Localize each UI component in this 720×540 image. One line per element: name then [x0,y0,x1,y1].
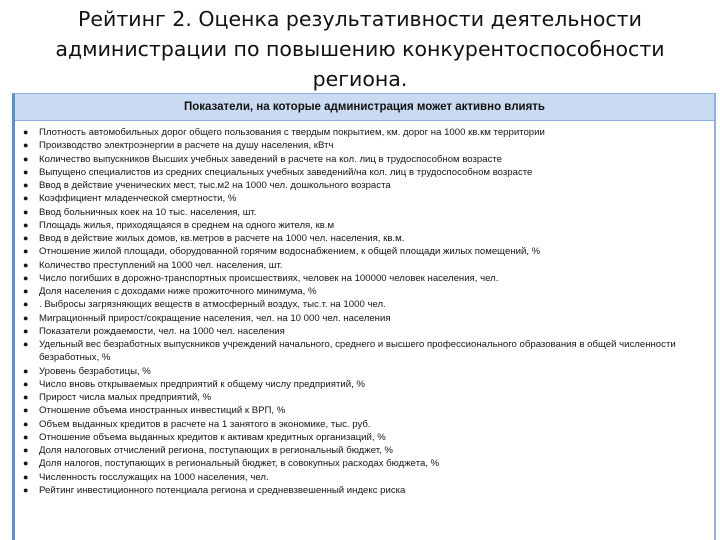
indicator-text: Выпущено специалистов из средних специальных учебных заведений/на кол. лиц в трудоспособном возрасте [39,166,533,178]
indicator-item [21,365,708,378]
indicator-item [21,153,708,166]
indicator-text: . Выбросы загрязняющих веществ в атмосферный воздух, тыс.т. на 1000 чел. [39,299,386,311]
bullet-icon: ● [23,392,29,402]
bullet-icon: ● [23,418,29,429]
bullet-icon: ● [23,153,29,164]
indicator-item [21,338,708,365]
indicators-panel [12,93,716,540]
indicator-item [21,404,708,417]
bullet-icon: ● [23,405,29,416]
slide-title-line-3: региона. [312,67,408,91]
indicator-item [21,484,708,497]
bullet-icon: ● [23,233,29,243]
indicator-text: Площадь жилья, приходящаяся в среднем на одного жителя, кв.м [39,219,335,231]
bullet-icon: ● [23,206,29,217]
bullet-icon: ● [23,458,29,469]
bullet-icon: ● [23,180,29,190]
indicators-list [15,121,714,497]
indicator-item [21,272,708,285]
indicator-text: Уровень безработицы, % [39,365,151,377]
indicator-item [21,219,708,232]
indicator-item [21,298,708,311]
bullet-icon: ● [23,312,29,323]
indicator-item [21,444,708,457]
indicator-text: Число погибших в дорожно-транспортных происшествиях, человек на 100000 человек населения, чел. [39,272,499,284]
bullet-icon: ● [23,445,29,455]
bullet-icon: ● [23,484,29,495]
indicator-item [21,166,708,179]
indicator-text: Численность госслужащих на 1000 населения, чел. [39,471,269,483]
indicator-text: Доля налоговых отчислений региона, поступающих в региональный бюджет, % [39,445,393,456]
indicator-item [21,206,708,219]
indicator-text: Рейтинг инвестиционного потенциала региона и средневзвешенный индекс риска [39,484,406,496]
indicator-text: Отношение жилой площади, оборудованной горячим водоснабжением, к общей площади жилых помещений, % [39,246,541,258]
indicator-text: Прирост числа малых предприятий, % [39,392,212,403]
indicator-text: Миграционный прирост/сокращение населения, чел. на 10 000 чел. населения [39,312,391,324]
bullet-icon: ● [23,286,29,296]
indicator-item [21,245,708,258]
indicator-item [21,378,708,391]
bullet-icon: ● [23,378,29,389]
indicator-item [21,192,708,205]
indicator-item [21,139,708,152]
indicator-text: Количество преступлений на 1000 чел. населения, шт. [39,259,283,271]
indicator-text: Число вновь открываемых предприятий к общему числу предприятий, % [39,378,365,390]
indicator-text: Показатели рождаемости, чел. на 1000 чел. населения [39,325,285,337]
bullet-icon: ● [23,127,29,137]
bullet-icon: ● [23,219,29,230]
bullet-icon: ● [23,299,29,310]
indicator-text: Коэффициент младенческой смертности, % [39,193,237,205]
indicator-item [21,285,708,298]
bullet-icon: ● [23,193,29,204]
indicators-panel-header: Показатели, на которые администрация может активно влиять [15,94,714,121]
bullet-icon: ● [23,166,29,177]
indicator-item [21,259,708,272]
bullet-icon: ● [23,325,29,336]
bullet-icon: ● [23,272,29,283]
indicator-item [21,179,708,192]
bullet-icon: ● [23,140,29,151]
slide-title [0,4,720,94]
indicator-text: Ввод больничных коек на 10 тыс. населения, шт. [39,206,257,218]
slide-title-line-2: администрации по повышению конкурентоспособности [55,37,665,61]
indicator-item [21,457,708,470]
bullet-icon: ● [23,339,29,349]
bullet-icon: ● [23,471,29,482]
indicator-item [21,232,708,245]
indicator-text: Количество выпускников Высших учебных заведений в расчете на кол. лиц в трудоспособном возрасте [39,153,503,165]
bullet-icon: ● [23,246,29,257]
bullet-icon: ● [23,365,29,376]
indicator-text: Доля населения с доходами ниже прожиточного минимума, % [39,286,317,297]
indicator-item [21,418,708,431]
indicator-text: Отношение объема выданных кредитов к активам кредитных организаций, % [39,431,386,443]
indicator-text: Удельный вес безработных выпускников учреждений начального, среднего и высшего профессионального образования в общей численности безработных, % [39,339,676,364]
indicator-item [21,471,708,484]
bullet-icon: ● [23,431,29,442]
indicator-text: Плотность автомобильных дорог общего пользования с твердым покрытием, км. дорог на 1000 кв.км территории [39,127,545,138]
indicator-item [21,391,708,404]
indicator-item [21,431,708,444]
indicator-text: Производство электроэнергии в расчете на душу населения, кВтч [39,140,334,152]
indicator-item [21,325,708,338]
indicator-text: Доля налогов, поступающих в региональный бюджет, в совокупных расходах бюджета, % [39,458,440,470]
indicator-text: Объем выданных кредитов в расчете на 1 занятого в экономике, тыс. руб. [39,418,371,430]
indicator-item [21,312,708,325]
bullet-icon: ● [23,259,29,270]
indicator-item [21,126,708,139]
indicator-text: Ввод в действие жилых домов, кв.метров в расчете на 1000 чел. населения, кв.м. [39,233,405,244]
slide-title-line-1: Рейтинг 2. Оценка результативности деятельности [78,7,642,31]
indicator-text: Ввод в действие ученических мест, тыс.м2 на 1000 чел. дошкольного возраста [39,180,391,191]
indicator-text: Отношение объема иностранных инвестиций к ВРП, % [39,405,286,417]
